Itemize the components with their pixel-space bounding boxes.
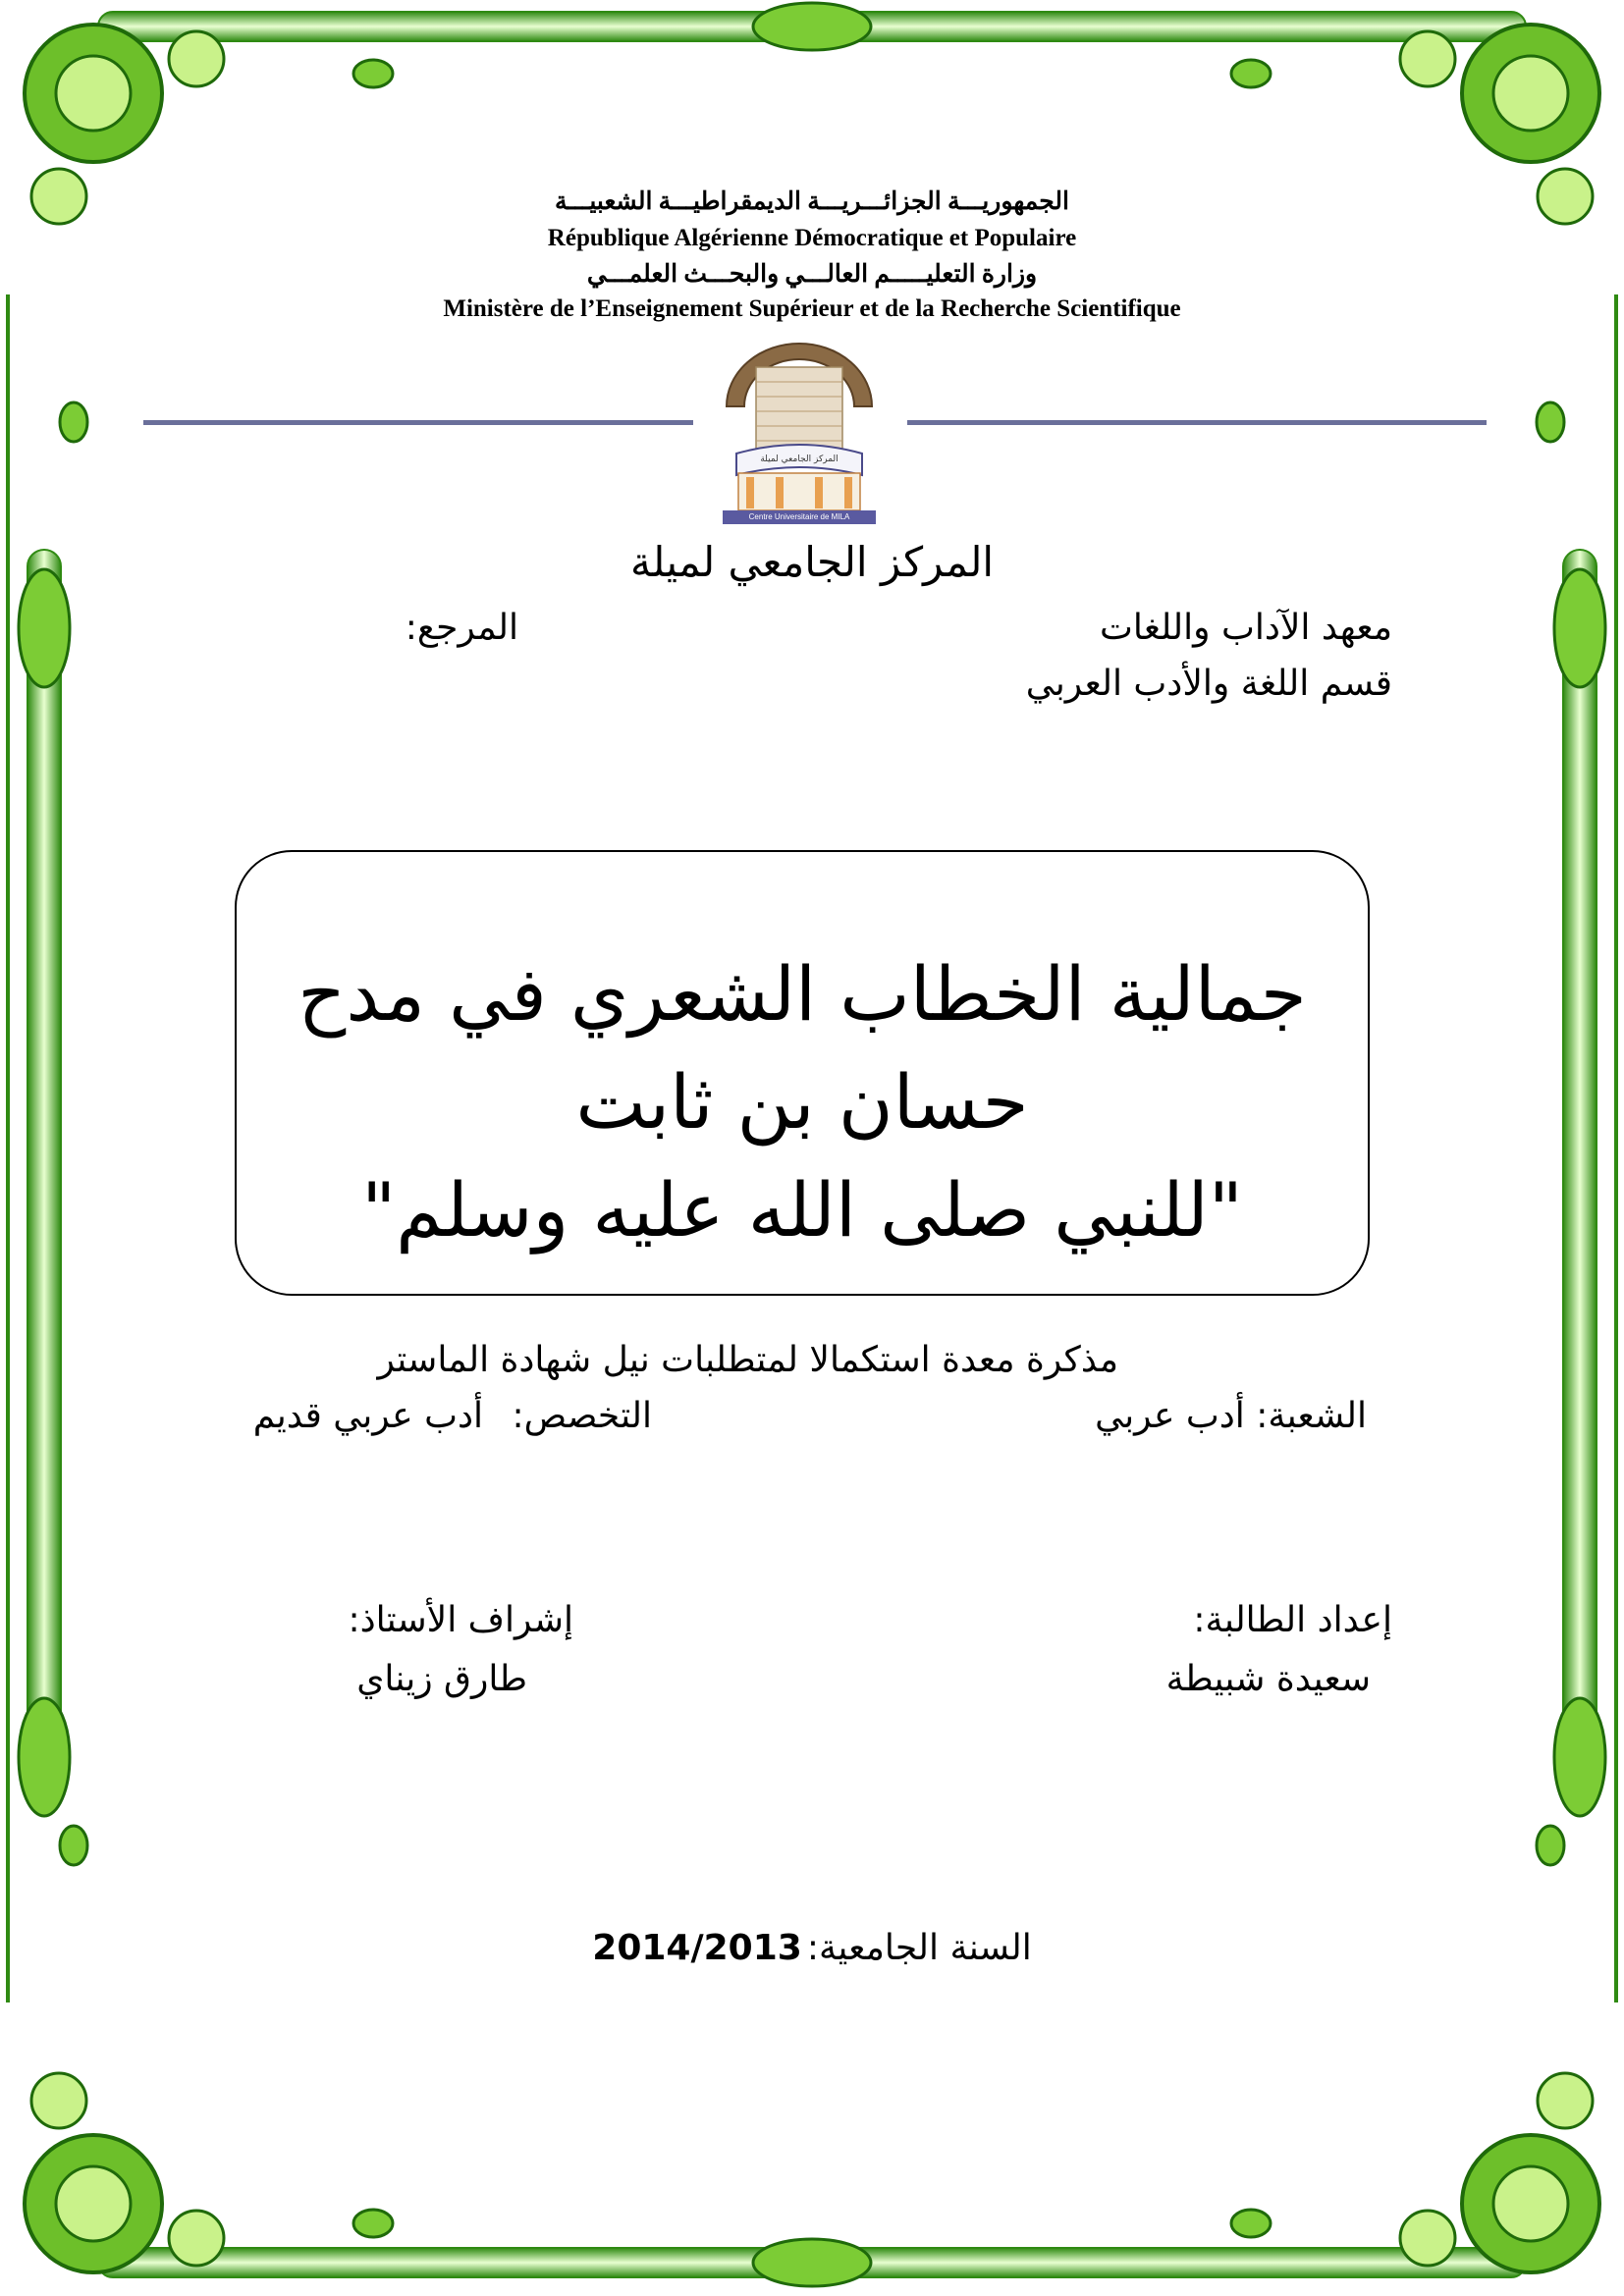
academic-year-label: السنة الجامعية:: [806, 1928, 1032, 1968]
academic-year: [0, 1928, 1624, 1968]
department-name: قسم اللغة والأدب العربي: [1025, 664, 1392, 704]
supervisor-label: إشراف الأستاذ:: [348, 1600, 573, 1640]
thesis-description: مذكرة معدة استكمالا لمتطلبات نيل شهادة الماستر: [377, 1340, 1118, 1380]
logo-caption: Centre Universitaire de MILA: [748, 512, 850, 521]
university-building-icon: [717, 338, 882, 524]
specialty-value: أدب عربي قديم: [252, 1396, 483, 1436]
header-ministry-arabic: وزارة التعليـــــم العالـــي والبحـــث العلمـــي: [586, 261, 1038, 288]
supervisor-name: طارق زيناي: [356, 1659, 527, 1699]
header-rule-left: [143, 420, 693, 425]
thesis-title-line-2: حسان بن ثابت: [575, 1058, 1029, 1146]
academic-year-value: 2014/2013: [592, 1928, 802, 1968]
thesis-title-line-1: جمالية الخطاب الشعري في مدح: [298, 950, 1307, 1038]
thesis-title-box: [235, 850, 1370, 1296]
header-republic-arabic: الجمهوريـــة الجزائـــريـــة الديمقراطيـــة الشعبيـــة: [555, 188, 1069, 215]
reference-label: المرجع:: [405, 608, 518, 648]
logo-banner-text: المركز الجامعي لميلة: [760, 454, 839, 464]
thesis-branch: الشعبة: أدب عربي: [1095, 1396, 1367, 1436]
university-logo: [717, 338, 882, 524]
specialty-label: التخصص:: [512, 1396, 652, 1436]
header-ministry-french: Ministère de l’Enseignement Supérieur et de la Recherche Scientifique: [443, 295, 1181, 322]
thesis-title-line-3: "للنبي صلى الله عليه وسلم": [361, 1166, 1243, 1254]
center-name: المركز الجامعي لميلة: [629, 538, 995, 586]
student-name: سعيدة شبيطة: [1165, 1659, 1371, 1699]
header-rule-right: [907, 420, 1487, 425]
header-republic-french: République Algérienne Démocratique et Populaire: [547, 225, 1077, 251]
student-label: إعداد الطالبة:: [1193, 1600, 1392, 1640]
institute-name: معهد الآداب واللغات: [1100, 608, 1392, 648]
